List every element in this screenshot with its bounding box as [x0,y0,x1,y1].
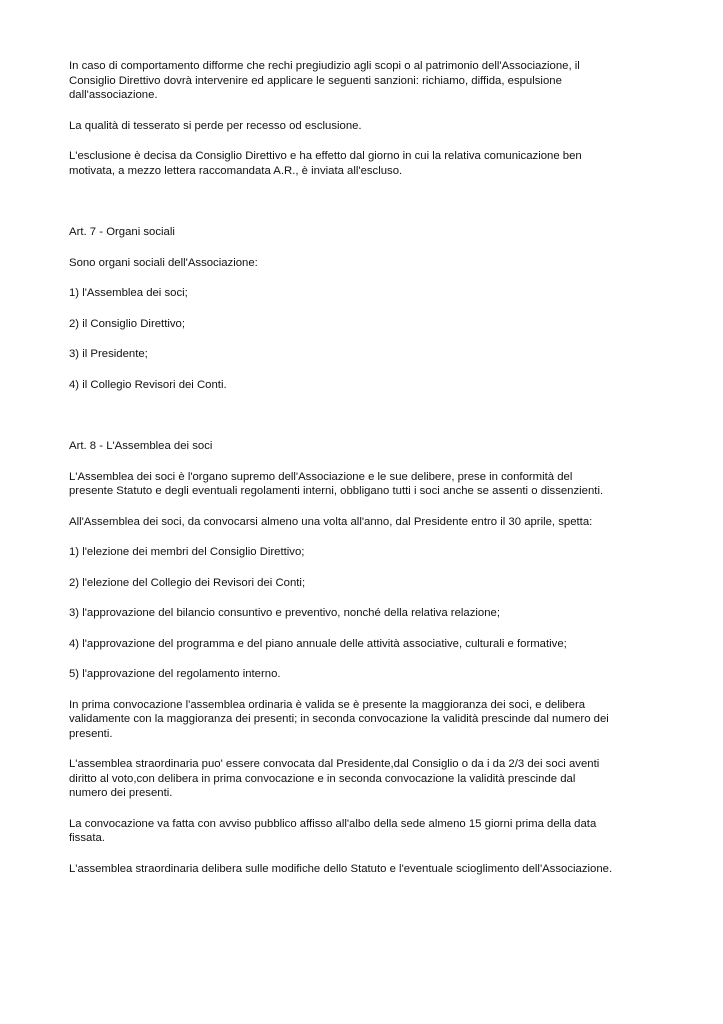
text-line: numero dei presenti. [69,787,173,799]
list-item-duty [69,667,669,682]
list-item-duty [69,576,669,591]
article-7-heading [69,225,669,240]
text-line: 5) l'approvazione del regolamento interno. [69,668,281,680]
text-line: 2) l'elezione del Collegio dei Revisori dei Conti; [69,576,306,589]
article-8-heading [69,439,669,454]
paragraph-assembly-duties [69,515,669,530]
list-item-duty [69,637,669,652]
list-item-organ [69,317,669,332]
text-line: L'assemblea straordinaria puo' essere convocata dal Presidente,dal Consiglio o da i da 2/3 dei soci aventi [69,758,600,770]
text-line: presenti. [69,727,113,740]
paragraph-sanctions [69,59,669,103]
heading-text: Art. 8 - L'Assemblea dei soci [69,440,213,452]
paragraph-assembly-supreme [69,470,669,499]
text-line: 3) l'approvazione del bilancio consuntivo e preventivo, nonché della relativa relazione; [69,607,500,619]
text-line: L'Assemblea dei soci è l'organo supremo dell'Associazione e le sue delibere, prese in conformità del [69,470,573,483]
text-line: Sono organi sociali dell'Associazione: [69,256,258,269]
text-line: 3) il Presidente; [69,348,148,360]
paragraph-extraordinary-convocation [69,757,669,801]
text-line: All'Assemblea dei soci, da convocarsi almeno una volta all'anno, dal Presidente entro il 30 aprile, spetta: [69,515,593,528]
paragraph-membership-loss [69,119,669,134]
list-item-duty [69,606,669,621]
list-item-organ [69,347,669,362]
text-line: presente Statuto e degli eventuali regolamenti interni, obbligano tutti i soci anche se assenti o dissenzienti. [69,485,604,497]
text-line: La qualità di tesserato si perde per recesso od esclusione. [69,119,362,132]
heading-text: Art. 7 - Organi sociali [69,226,175,238]
text-line: In caso di comportamento difforme che rechi pregiudizio agli scopi o al patrimonio dell'Associazione, il [69,60,580,72]
text-line: 4) il Collegio Revisori dei Conti. [69,378,227,391]
paragraph-extraordinary-decisions [69,862,669,877]
text-line: diritto al voto,con delibera in prima convocazione e in seconda convocazione la validità prescinde dal [69,772,576,785]
text-line: fissata. [69,832,105,844]
text-line: 1) l'elezione dei membri del Consiglio Direttivo; [69,546,305,558]
text-line: 2) il Consiglio Direttivo; [69,317,185,330]
paragraph-convocation-notice [69,817,669,846]
paragraph-first-convocation [69,698,669,742]
text-line: L'assemblea straordinaria delibera sulle modifiche dello Statuto e l'eventuale scioglimento dell'Associazione. [69,862,613,875]
document-page [69,59,669,876]
text-line: validamente con la maggioranza dei presenti; in seconda convocazione la validità prescinde dal numero dei [69,713,609,725]
list-item-duty [69,545,669,560]
text-line: 4) l'approvazione del programma e del piano annuale delle attività associative, culturali e formative; [69,637,567,650]
list-item-organ [69,286,669,301]
paragraph-organs-intro [69,256,669,271]
text-line: Consiglio Direttivo dovrà intervenire ed applicare le seguenti sanzioni: richiamo, diffida, espulsione [69,74,562,87]
text-line: La convocazione va fatta con avviso pubblico affisso all'albo della sede almeno 15 giorni prima della data [69,817,597,830]
text-line: L'esclusione è decisa da Consiglio Direttivo e ha effetto dal giorno in cui la relativa comunicazione ben [69,150,582,162]
text-line: dall'associazione. [69,89,158,101]
text-line: motivata, a mezzo lettera raccomandata A.R., è inviata all'escluso. [69,164,403,177]
text-line: In prima convocazione l'assemblea ordinaria è valida se è presente la maggioranza dei soci, e delibera [69,698,586,711]
list-item-organ [69,378,669,393]
paragraph-exclusion [69,149,669,178]
text-line: 1) l'Assemblea dei soci; [69,287,188,299]
